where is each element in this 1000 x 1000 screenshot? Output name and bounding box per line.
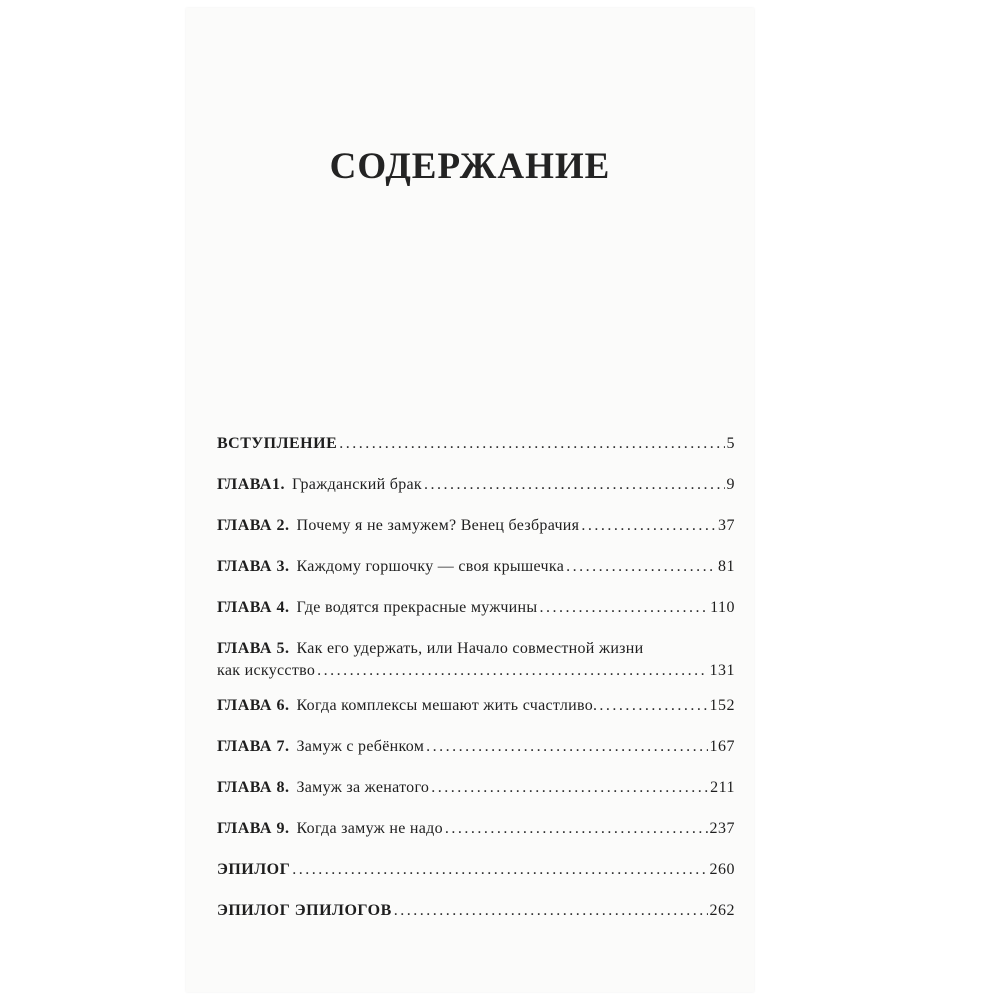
dot-leader: [424, 475, 725, 495]
page-title: СОДЕРЖАНИЕ: [329, 145, 611, 187]
dot-leader: [339, 434, 724, 454]
toc-entry-chapter-3[interactable]: [217, 557, 735, 598]
dot-leader: [599, 696, 707, 716]
toc-entry-title: Замуж с ребёнком: [296, 738, 425, 755]
toc-page-number: 81: [718, 558, 735, 575]
toc-entry-title: Гражданский брак: [291, 476, 422, 493]
toc-entry-title: Почему я не замужем? Венец безбрачия: [296, 517, 580, 534]
toc-entry-label: ЭПИЛОГ ЭПИЛОГОВ: [217, 902, 392, 919]
dot-leader: [581, 516, 716, 536]
toc-entry-label: ГЛАВА 7.: [217, 738, 290, 755]
dot-leader: [292, 860, 707, 880]
toc-page-number: 260: [709, 861, 735, 878]
toc-entry-chapter-4[interactable]: [217, 598, 735, 639]
toc-entry-title: Когда замуж не надо: [296, 820, 443, 837]
toc-entry-introduction[interactable]: [217, 434, 735, 475]
toc-entry-label: ВСТУПЛЕНИЕ: [217, 435, 338, 452]
toc-entry-label: ЭПИЛОГ: [217, 861, 291, 878]
toc-entry-chapter-9[interactable]: [217, 819, 735, 860]
dot-leader: [394, 901, 708, 921]
toc-entry-title: Где водятся прекрасные мужчины: [296, 599, 538, 616]
toc-entry-label: ГЛАВА 6.: [217, 697, 290, 714]
toc-entry-chapter-5[interactable]: [217, 639, 735, 696]
dot-leader: [431, 778, 708, 798]
toc-page-number: 9: [726, 476, 735, 493]
toc-entry-label: ГЛАВА 4.: [217, 599, 290, 616]
toc-page-number: 5: [726, 435, 735, 452]
dot-leader: [566, 557, 716, 577]
toc-page-number: 167: [709, 738, 735, 755]
dot-leader: [317, 661, 707, 681]
toc-entry-epilogue[interactable]: [217, 860, 735, 901]
book-page: [186, 8, 754, 992]
table-of-contents: [217, 434, 735, 942]
toc-entry-title: Замуж за женатого: [296, 779, 430, 796]
toc-page-number: 211: [710, 779, 735, 796]
toc-page-number: 131: [709, 662, 735, 679]
toc-entry-label: ГЛАВА 3.: [217, 558, 290, 575]
toc-entry-title-continued: как искусство: [217, 662, 316, 679]
toc-page-number: 152: [709, 697, 735, 714]
dot-leader: [539, 598, 708, 618]
dot-leader: [426, 737, 707, 757]
toc-entry-label: ГЛАВА 8.: [217, 779, 290, 796]
toc-entry-title: Когда комплексы мешают жить счастливо.: [296, 697, 598, 714]
toc-entry-chapter-1[interactable]: [217, 475, 735, 516]
toc-entry-title: Как его удержать, или Начало совместной жизни: [296, 640, 644, 657]
toc-entry-title: Каждому горшочку — своя крышечка: [296, 558, 565, 575]
toc-entry-label: ГЛАВА1.: [217, 476, 285, 493]
toc-entry-chapter-8[interactable]: [217, 778, 735, 819]
toc-page-number: 237: [709, 820, 735, 837]
toc-entry-label: ГЛАВА 9.: [217, 820, 290, 837]
toc-entry-epilogue-of-epilogues[interactable]: [217, 901, 735, 942]
toc-page-number: 37: [718, 517, 735, 534]
toc-entry-chapter-7[interactable]: [217, 737, 735, 778]
dot-leader: [445, 819, 708, 839]
toc-page-number: 110: [710, 599, 735, 616]
toc-entry-label: ГЛАВА 2.: [217, 517, 290, 534]
toc-entry-chapter-6[interactable]: [217, 696, 735, 737]
toc-page-number: 262: [709, 902, 735, 919]
toc-entry-label: ГЛАВА 5.: [217, 640, 290, 657]
toc-entry-chapter-2[interactable]: [217, 516, 735, 557]
